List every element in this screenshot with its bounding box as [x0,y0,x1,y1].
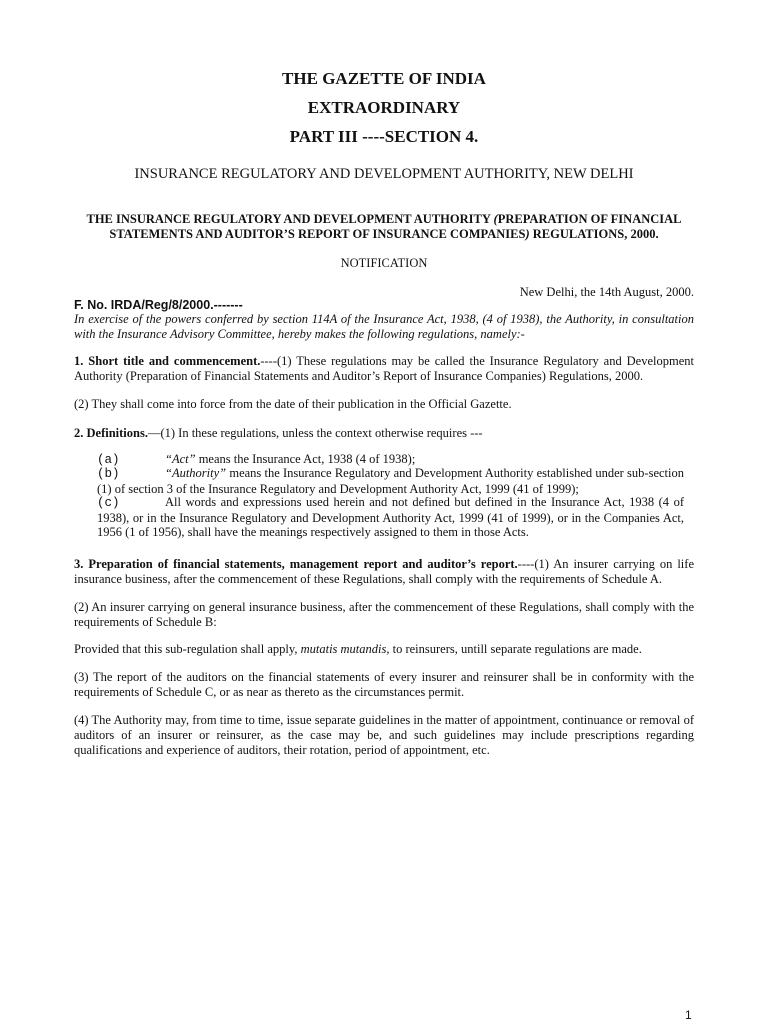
section-3 [74,557,694,587]
definition-text: means the Insurance Act, 1938 (4 of 1938); [195,452,416,466]
definition-label: (a) [97,453,120,467]
definition-term: “Act” [165,452,196,466]
gazette-subtitle: EXTRAORDINARY [307,98,461,117]
preamble: In exercise of the powers conferred by section 114A of the Insurance Act, 1938, (4 of 1938), the Authority, in consultation with the Insurance Advisory Committee, hereby makes the following regulations, namely:- [74,312,694,341]
authority-name: INSURANCE REGULATORY AND DEVELOPMENT AUTHORITY, NEW DELHI [134,166,634,182]
section-1-sub-2: (2) They shall come into force from the date of their publication in the Official Gazette. [74,397,512,411]
file-number: F. No. IRDA/Reg/8/2000.------- [74,298,243,312]
definition-text: means the Insurance Regulatory and Development Authority established under sub-section (1) of section 3 of the Insurance Regulatory and Development Authority Act, 1999 (41 of 1999); [97,466,684,496]
section-3-sub-4: (4) The Authority may, from time to time, issue separate guidelines in the matter of appointment, continuance or removal of auditors of an insurer or reinsurer, as the case may be, and such guidelines may include prescriptions regarding qualifications and experience of auditors, their rotation, period of appointment, etc. [74,713,694,757]
section-3-sub-3: (3) The report of the auditors on the financial statements of every insurer and reinsurer shall be in conformity with the requirements of Schedule C, or as near as thereto as the circumstances permit. [74,670,694,699]
regulation-title-paren-open: ( [493,212,498,226]
section-2-text: —(1) In these regulations, unless the context otherwise requires --- [147,426,483,440]
regulation-title-part: THE INSURANCE REGULATORY AND DEVELOPMENT AUTHORITY [86,212,494,226]
section-3-proviso [74,642,694,657]
regulation-title-paren-close: ) [525,227,530,241]
section-3-sub-2: (2) An insurer carrying on general insurance business, after the commencement of these Regulations, shall comply with the requirements of Schedule B: [74,600,694,629]
proviso-text: Provided that this sub-regulation shall apply, [74,642,301,656]
proviso-latin: mutatis mutandis, [300,642,390,656]
regulation-title-part: PREPARATION OF FINANCIAL STATEMENTS AND AUDITOR’S REPORT OF INSURANCE COMPANIES [109,212,682,241]
regulation-title-part: REGULATIONS, 2000. [529,227,659,241]
section-1-text: ----(1) These regulations may be called the Insurance Regulatory and Development Authority (Preparation of Financial Statements and Auditor’s Report of Insurance Companies) Regulations, 2000. [74,354,694,383]
section-1 [74,354,694,384]
section-3-text: ----(1) An insurer carrying on life insurance business, after the commencement of these Regulations, shall comply with the requirements of Schedule A. [74,557,694,586]
section-2-heading: 2. Definitions. [74,426,148,440]
regulation-title [60,212,708,242]
section-1-heading: 1. Short title and commencement. [74,354,261,368]
section-3-heading: 3. Preparation of financial statements, management report and auditor’s report. [74,557,518,571]
date-line: New Delhi, the 14th August, 2000. [519,285,694,299]
definition-text: All words and expressions used herein and not defined but defined in the Insurance Act, 1938 (4 of 1938), or in the Insurance Regulatory and Development Authority Act, 1999 (41 of 1999), or in the Companies Act, 1956 (1 of 1956), shall have the meanings respectively assigned to them in those Acts. [97,495,684,539]
page-number: 1 [685,1008,692,1022]
definition-term: “Authority” [165,466,227,480]
section-2 [74,426,694,441]
definition-label: (c) [97,496,120,510]
notification-heading: NOTIFICATION [340,256,428,270]
definition-b [97,466,684,496]
gazette-part-section: PART III ----SECTION 4. [289,127,479,146]
definition-label: (b) [97,467,120,481]
definition-c [97,495,684,540]
proviso-text: to reinsurers, untill separate regulations are made. [389,642,642,656]
gazette-title: THE GAZETTE OF INDIA [282,69,486,88]
